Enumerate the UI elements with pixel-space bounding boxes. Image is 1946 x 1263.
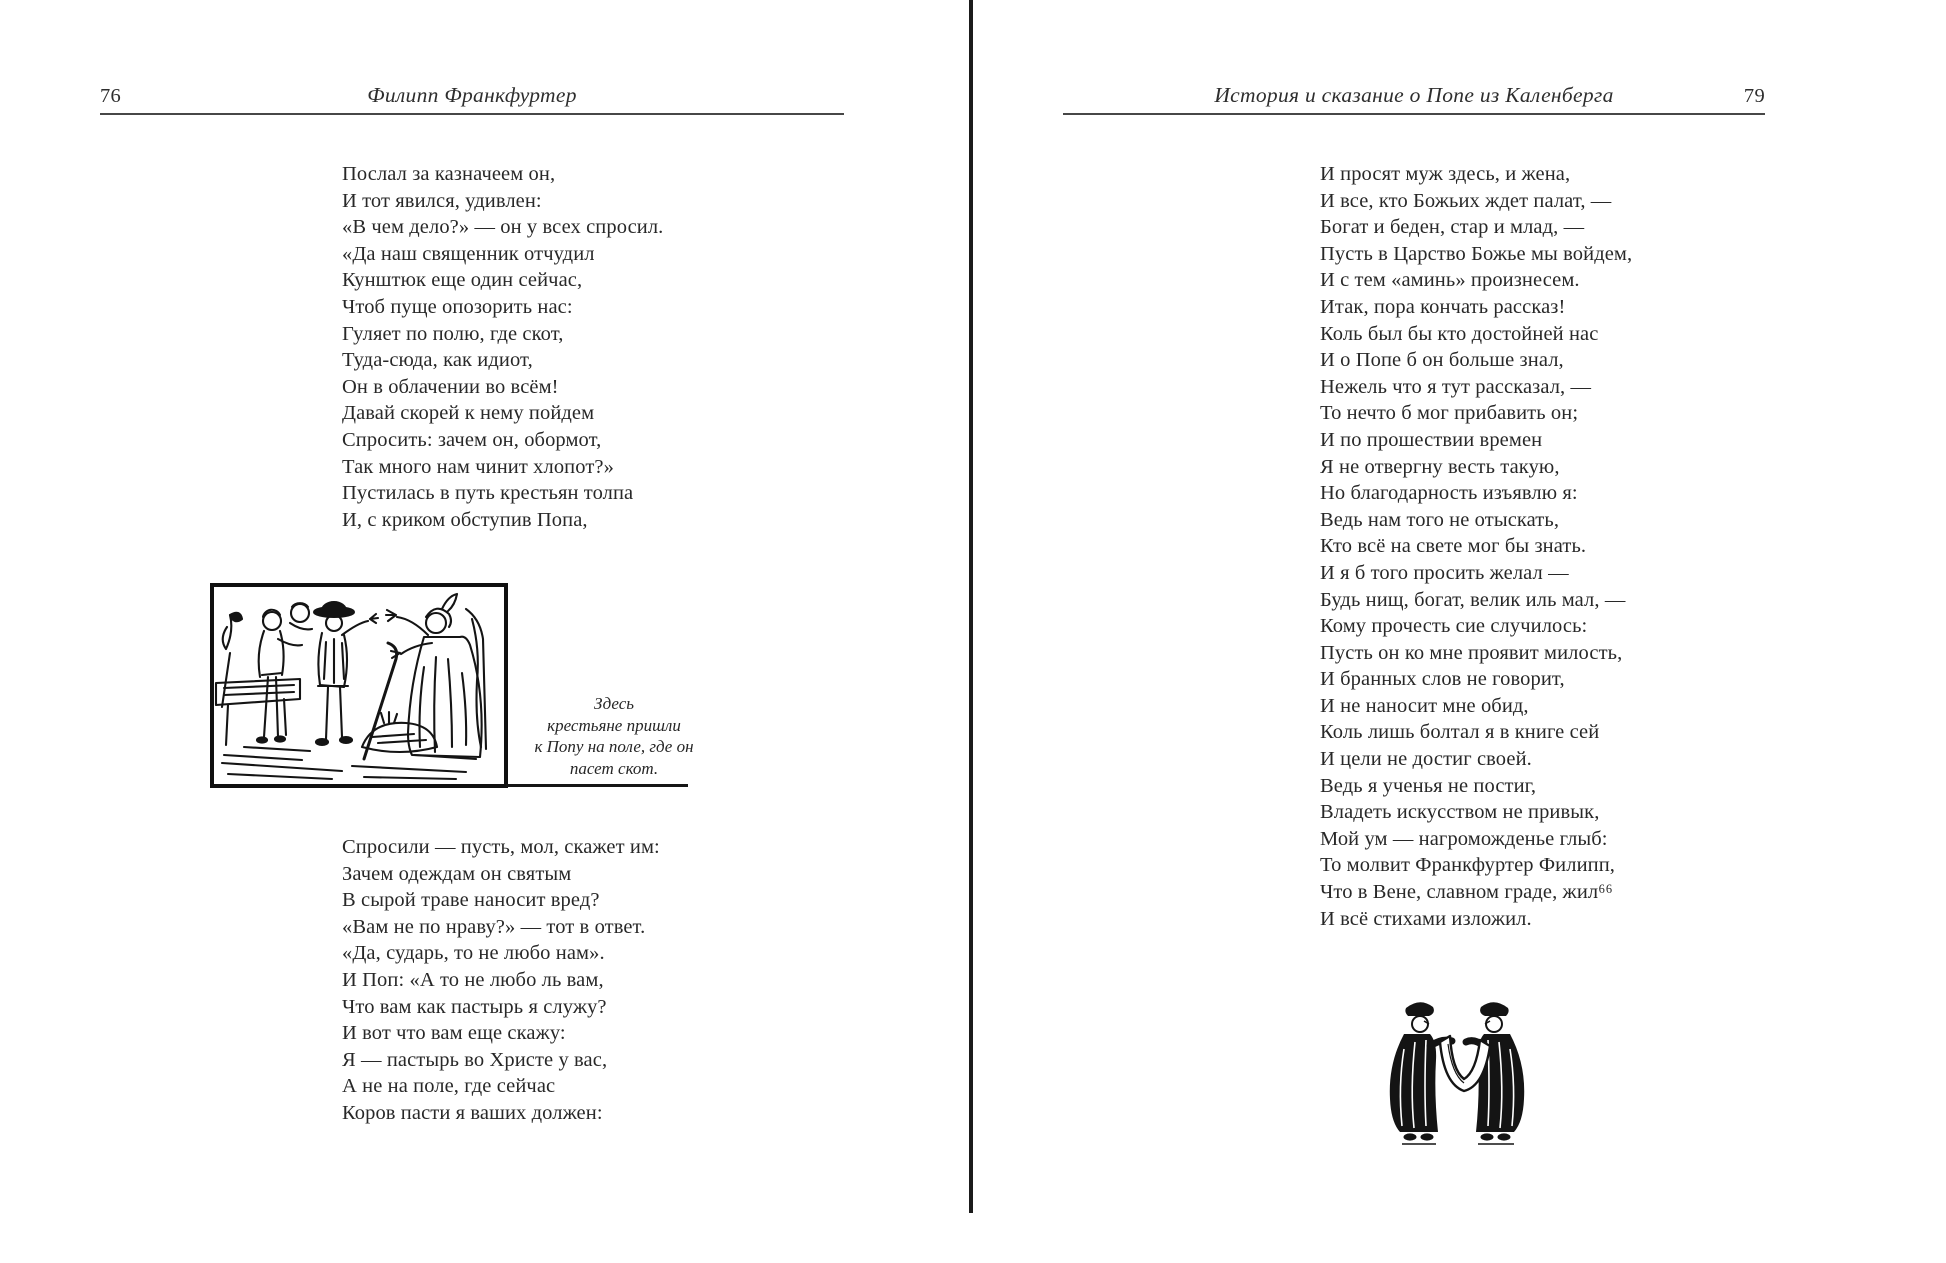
poem-line: Коров пасти я ваших должен:: [342, 1101, 603, 1124]
poem-line: Что вам как пастырь я служу?: [342, 995, 607, 1018]
poem-line: Но благодарность изъявлю я:: [1320, 482, 1578, 505]
left-running-title: Филипп Франкфуртер: [367, 83, 577, 107]
left-stanza-1: [342, 161, 663, 533]
left-page-header: [100, 79, 844, 115]
poem-line: Зачем одеждам он святым: [342, 862, 572, 885]
poem-line: Кому прочесть сие случилось:: [1320, 615, 1588, 638]
poem-line: Спросить: зачем он, обормот,: [342, 428, 602, 451]
poem-line: Спросили — пусть, мол, скажет им:: [342, 836, 660, 858]
poem-line: Кто всё на свете мог бы знать.: [1320, 535, 1587, 558]
poem-line: И бранных слов не говорит,: [1320, 668, 1565, 691]
poem-line: Пустилась в путь крестьян толпа: [342, 482, 634, 505]
caption-line: к Попу на поле, где он: [534, 737, 694, 756]
peasants-confront-priest-woodcut: [210, 583, 508, 788]
peasants-confront-priest-illustration: [214, 587, 504, 784]
poem-line: Будь нищ, богат, велик иль мал, —: [1320, 588, 1626, 611]
poem-line: Коль был бы кто достойней нас: [1320, 322, 1599, 345]
poem-line: И все, кто Божьих ждет палат, —: [1320, 189, 1612, 212]
page-gutter-divider: [969, 0, 973, 1213]
poem-line: Я — пастырь во Христе у вас,: [342, 1048, 608, 1071]
poem-line: И я б того просить желал —: [1320, 561, 1569, 584]
poem-line: «Да наш священник отчудил: [342, 242, 595, 265]
poem-line: И по прошествии времен: [1320, 428, 1543, 451]
two-robed-men-with-scroll-woodcut: [1374, 994, 1540, 1146]
poem-line: Мой ум — нагроможденье глыб:: [1320, 827, 1608, 850]
poem-line: Пусть в Царство Божье мы войдем,: [1320, 242, 1633, 265]
right-page-number: 79: [1743, 85, 1765, 107]
poem-line: То молвит Франкфуртер Филипп,: [1320, 854, 1616, 877]
poem-line: Давай скорей к нему пойдем: [342, 402, 595, 425]
poem-line: «В чем дело?» — он у всех спросил.: [342, 216, 664, 239]
poem-line: Итак, пора кончать рассказ!: [1320, 295, 1566, 318]
poem-line: То нечто б мог прибавить он;: [1320, 402, 1579, 425]
poem-line: Пусть он ко мне проявит милость,: [1320, 641, 1623, 664]
poem-line: И всё стихами изложил.: [1320, 907, 1532, 930]
poem-line: «Да, сударь, то не любо нам».: [342, 942, 605, 965]
poem-line: И Поп: «А то не любо ль вам,: [342, 968, 604, 991]
poem-line: Что в Вене, славном граде, жил⁶⁶: [1320, 881, 1613, 904]
poem-line: Богат и беден, стар и млад, —: [1320, 216, 1585, 239]
poem-line: И просят муж здесь, и жена,: [1320, 163, 1571, 185]
left-stanza-2: [342, 834, 660, 1127]
poem-line: И, с криком обступив Попа,: [342, 508, 588, 531]
poem-line: «Вам не по нраву?» — тот в ответ.: [342, 915, 646, 938]
poem-line: А не на поле, где сейчас: [342, 1075, 556, 1098]
caption-rule: [506, 784, 688, 787]
poem-line: В сырой траве наносит вред?: [342, 889, 600, 912]
poem-line: Так много нам чинит хлопот?»: [342, 455, 614, 478]
right-page-header: [1063, 79, 1765, 115]
poem-line: Гуляет по полю, где скот,: [342, 322, 564, 345]
poem-line: И не наносит мне обид,: [1320, 694, 1529, 717]
illustration-caption: [524, 693, 704, 779]
poem-line: Послал за казначеем он,: [342, 163, 556, 185]
poem-line: Я не отвергну весть такую,: [1320, 455, 1560, 478]
poem-line: Чтоб пуще опозорить нас:: [342, 295, 573, 318]
poem-line: Владеть искусством не привык,: [1320, 801, 1600, 824]
left-page-number: 76: [100, 85, 122, 107]
right-stanza: [1320, 161, 1632, 932]
poem-line: Ведь нам того не отыскать,: [1320, 508, 1560, 531]
caption-line: Здесь: [593, 694, 635, 713]
poem-line: Коль лишь болтал я в книге сей: [1320, 721, 1600, 744]
poem-line: И вот что вам еще скажу:: [342, 1022, 566, 1045]
poem-line: Ведь я ученья не постиг,: [1320, 774, 1537, 797]
poem-line: И о Попе б он больше знал,: [1320, 349, 1564, 372]
poem-line: Кунштюк еще один сейчас,: [342, 269, 583, 292]
poem-line: И тот явился, удивлен:: [342, 189, 542, 212]
caption-line: пасет скот.: [569, 758, 659, 778]
poem-line: Туда-сюда, как идиот,: [342, 349, 533, 372]
poem-line: И с тем «аминь» произнесем.: [1320, 269, 1580, 292]
poem-line: Он в облачении во всём!: [342, 375, 559, 398]
right-running-title: История и сказание о Попе из Каленберга: [1214, 83, 1614, 107]
two-robed-men-with-scroll-illustration: [1374, 994, 1540, 1146]
poem-line: Нежель что я тут рассказал, —: [1320, 375, 1592, 398]
caption-line: крестьяне пришли: [547, 715, 681, 735]
poem-line: И цели не достиг своей.: [1320, 748, 1532, 771]
